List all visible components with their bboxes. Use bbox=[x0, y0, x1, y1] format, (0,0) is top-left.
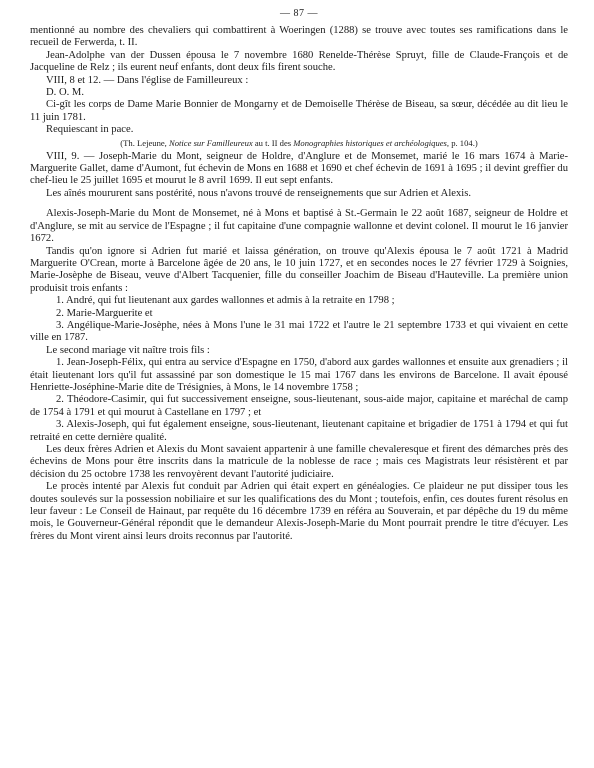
paragraph-tandis: Tandis qu'on ignore si Adrien fut marié et laissa génération, on trouve qu'Alexis épousa le 7 août 1721 à Madrid Marguerite O'Crean, morte à Barcelone âgée de 20 ans, le 10 juin 1727, et en secondes noces le 27 février 1729 à Soignies, Marie-Josèphe de Biseau, veuve d'Albert Tacquenier, fille du conseiller Joachim de Biseau d'Hauteville. La première union produisit trois enfants : bbox=[30, 245, 568, 294]
list-item-jean-joseph-felix: 1. Jean-Joseph-Félix, qui entra au service d'Espagne en 1750, d'abord aux gardes wallonnes et ensuite aux grenadiers ; il était lieutenant lors qu'il fut assassiné par son domestique le 15 mai 1767 dans les environs de Barcelone. Il avait épousé Henriette-Joséphine-Marie dite de Trésignies, à Mons, le 14 novembre 1758 ; bbox=[30, 357, 568, 393]
paragraph-second-mariage: Le second mariage vit naître trois fils : bbox=[46, 344, 210, 356]
list-item-theodore-casimir: 2. Théodore-Casimir, qui fut successivement enseigne, sous-lieutenant, sous-aide major, capitaine et maréchal de camp de 1754 à 1791 et qui mourut à Castellane en 1797 ; et bbox=[30, 394, 568, 418]
citation-middle: au t. II des bbox=[252, 137, 294, 148]
paragraph-continuation: mentionné au nombre des chevaliers qui combattirent à Woeringen (1288) se trouve avec toutes ses ramifications dans le recueil de Ferwerda, t. II. bbox=[30, 25, 568, 49]
paragraph-alexis-joseph-marie: Alexis-Joseph-Marie du Mont de Monsemet, né à Mons et baptisé à St.-Germain le 22 août 1687, seigneur de Holdre et d'Anglure, se mit au service de l'Espagne ; il fut capitaine d'une compagnie wallonne et devint colonel. Il mourut le 16 janvier 1672. bbox=[30, 208, 568, 245]
paragraph-deux-freres: Les deux frères Adrien et Alexis du Mont savaient appartenir à une famille chevaleresque et firent des démarches près des échevins de Mons pour être inscrits dans la matricule de la noblesse de race ; mais ces Magistrats leur résistèrent et par décision du 25 octobre 1738 les renvoyèrent devant l'autorité judiciaire. bbox=[30, 444, 568, 480]
citation-suffix: , p. 104.) bbox=[446, 137, 478, 148]
paragraph-van-der-dussen: Jean-Adolphe van der Dussen épousa le 7 novembre 1680 Renelde-Thérèse Spruyt, fille de Claude-François et de Jacqueline de Relz ; ils eurent neuf enfants, dont deux fils firent souche. bbox=[30, 49, 568, 74]
list-item-angelique: 3. Angélique-Marie-Josèphe, nées à Mons l'une le 31 mai 1722 et l'autre le 21 septembre 1733 et qui vivaient en cette ville en 1787. bbox=[30, 319, 568, 344]
paragraph-proces: Le procès intenté par Alexis fut conduit par Adrien qui était expert en généalogies. Ce plaideur ne put dissiper tous les doutes soulevés sur la possession nobiliaire et sur les qualifications des du Mont ; toutefois, enfin, ces doutes furent résolus en leur faveur : Le Conseil de Hainaut, par requête du 16 décembre 1739 en référa au Souverain, et par dépêche du 19 du même mois, le Gouverneur-Général répondit que le demandeur Alexis-Joseph-Marie du Mont pourrait prendre le titre d'écuyer. Les frères du Mont virent ainsi leurs droits reconnus par l'autorité. bbox=[30, 481, 568, 542]
list-item-marie-marguerite: 2. Marie-Marguerite et bbox=[56, 307, 153, 319]
list-item-andre: 1. André, qui fut lieutenant aux gardes wallonnes et admis à la retraite en 1798 ; bbox=[56, 295, 395, 307]
epitaph-dom: D. O. M. bbox=[46, 87, 84, 99]
citation-title-notice: Notice sur Familleureux bbox=[168, 137, 253, 148]
paragraph-aines: Les aînés moururent sans postérité, nous n'avons trouvé de renseignements que sur Adrien et Alexis. bbox=[46, 187, 471, 199]
citation-prefix: (Th. Lejeune, bbox=[120, 137, 169, 148]
citation-title-monographies: Monographies historiques et archéologiques bbox=[293, 137, 447, 148]
page-number: — 87 — bbox=[280, 8, 318, 19]
epitaph-requiescant: Requiescant in pace. bbox=[46, 124, 134, 136]
list-item-alexis-joseph: 3. Alexis-Joseph, qui fut également enseigne, sous-lieutenant, lieutenant capitaine et brigadier de 1751 à 1794 et qui fut retraité en cette dernière qualité. bbox=[30, 419, 568, 443]
section-heading-viii-8-12: VIII, 8 et 12. — Dans l'église de Familleureux : bbox=[46, 74, 249, 86]
citation-lejeune bbox=[30, 138, 568, 149]
epitaph-text: Ci-gît les corps de Dame Marie Bonnier de Mongarny et de Demoiselle Thérèse de Biseau, sa sœur, décédée au dit lieu le 11 juin 1781. bbox=[30, 99, 568, 123]
paragraph-viii-9: VIII, 9. — Joseph-Marie du Mont, seigneur de Holdre, d'Anglure et de Monsemet, marié le 16 mars 1674 à Marie-Marguerite Gallet, dame d'Aumont, fut échevin de Mons en 1688 et 1690 et chef échevin de 1691 à 1695 ; il devint greffier du chef-lieu le 25 juillet 1695 et mourut le 8 avril 1699. Il eut sept enfants. bbox=[30, 150, 568, 187]
